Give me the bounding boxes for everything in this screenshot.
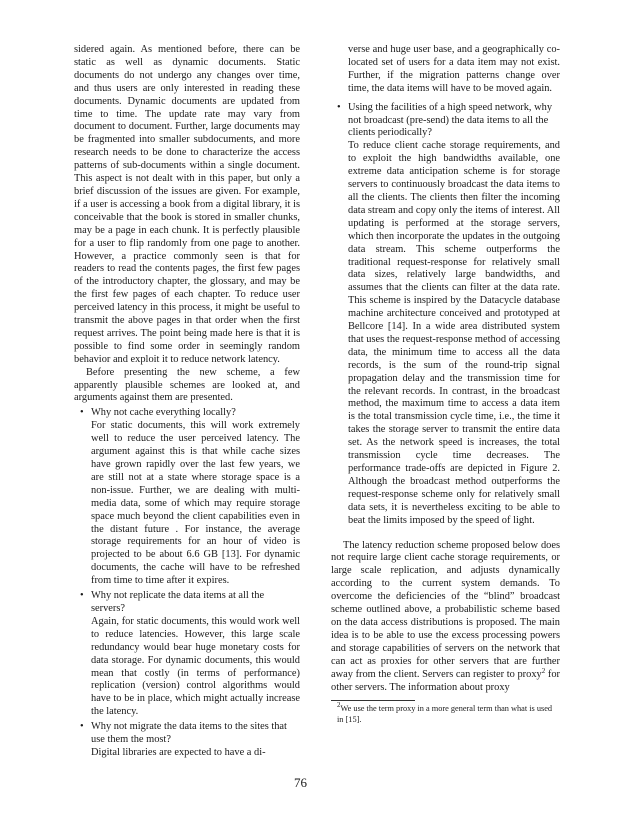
- footnote-text: We use the term proxy in a more general term than what is used in [15].: [337, 704, 553, 724]
- bullet-question: • Using the facilities of a high speed network, why not broadcast (pre-send) the data items to all the clients periodically?: [348, 101, 553, 139]
- bullet-question: • Why not replicate the data items at all the servers?: [91, 590, 265, 614]
- final-paragraph: [331, 540, 560, 695]
- final-paragraph-tail: for other servers. The information about proxy: [331, 668, 560, 693]
- bullet-migrate: [74, 721, 300, 760]
- page-number: 76: [294, 775, 307, 790]
- bullet-replicate: [74, 590, 300, 719]
- footnote-marker: 2: [541, 666, 546, 675]
- bullet-broadcast: [331, 102, 560, 528]
- bullet-answer: To reduce client cache storage requirements, and to exploit the high bandwidths available, one extreme data anticipation scheme is for storage servers to continuously broadcast the data items to all the clients. The clients then filter the incoming data stream and copy only the items of interest. All updating is performed at the storage servers, which then incorporate the updates in the outgoing data stream. This scheme outperforms the traditional request-response for relatively small data sizes, relatively large bandwidths, and assumes that the clients can filter at the data rate. This scheme is inspired by the Datacycle database machine architecture conceived and prototyped at Bellcore [14]. In a wide area distributed system that uses the request-response method of accessing data, the minimum time to access all the data records, is the sum of the round-trip signal propagation delay and the transmission time for the relevant records. In contrast, in the broadcast method, the maximum time to access a data item is the total transmission cycle time, i.e., the time it takes the storage server to transmit the entire data set. As the network speed is increases, the total transmission cycle time decreases. The performance trade-offs are depicted in Figure 2. Although the broadcast method outperforms the request-response scheme only for relatively small data sets, it is nevertheless exciting to be able to beat the limits imposed by the speed of light.: [348, 140, 560, 526]
- broadcast-list: [331, 102, 560, 528]
- continuation-paragraph: verse and huge user base, and a geographically co-located set of users for a data item may not exist. Further, if the migration patterns change over time, the data items will have to be moved again.: [348, 44, 560, 94]
- footnote-number: 2: [337, 701, 341, 710]
- right-column: [331, 44, 560, 725]
- bullet-cache-locally: [74, 407, 300, 588]
- intro-paragraph: sidered again. As mentioned before, there can be static as well as dynamic documents. Static documents do not undergo any changes over time, and thus users are only interested in reading these documents. Dynamic documents are updated from time to time. The update rate may vary from document to document. Further, large documents may be fragmented into smaller subdocuments, and more research needs to be done to characterize the access patterns of sub-documents within a single document. This aspect is not dealt with in this paper, but only a brief discussion of the issues are given. For example, if a user is accessing a book from a digital library, it is conceivable that the book is stored in smaller chunks, may be a page in each chunk. It is perfectly plausible for a user to flip randomly from one page to another. However, a practice commonly seen is that for readers to read the contents pages, the first few pages of the introductory chapter, the glossary, and may be the first few pages of each chapter. To reduce user perceived latency in this process, it might be useful to transmit the above pages in that order when the first request arrives. The point being made here is that it is possible to find some order in seemingly random behavior and exploit it to reduce network latency.: [74, 44, 300, 365]
- bullet-answer: Digital libraries are expected to have a di-: [91, 746, 266, 758]
- bullet-answer: For static documents, this will work extremely well to reduce the user perceived latency. The argument against this is that while cache sizes have grown rapidly over the last few years, we are still not at a state where storage space is a non-issue. Further, we are dealing with multi-media data, some of which may require storage space much beyond the client capabilities even in the distant future . For instance, the average storage requirements for an hour of video is projected to be about 6.6 GB [13]. For dynamic documents, the cache will have to be refreshed from time to time after it expires.: [91, 420, 300, 587]
- final-paragraph-text: The latency reduction scheme proposed below does not require large client cache storage requirements, or large scale replication, and adjusts dynamically according to the current system demands. To overcome the deficiencies of the “blind” broadcast scheme outlined above, a probabilistic scheme based on the data access distributions is proposed. The main idea is to be able to use the excess processing powers and storage capabilities of servers on the network that can act as proxies for other servers that are further away from the client. Servers can register to proxy: [331, 539, 560, 680]
- bullet-question: • Why not migrate the data items to the sites that use them the most?: [91, 721, 287, 746]
- paragraph-gap: [331, 530, 560, 540]
- footnote: [331, 701, 560, 724]
- bullet-answer: Again, for static documents, this would work well to reduce latencies. However, this large scale redundancy would bear huge monetary costs for data storage. For dynamic documents, this would mean that costly (in terms of performance) replication (version) control algorithms would have to be in place, which might actually increase the latency.: [91, 615, 300, 718]
- footnote-rule: [331, 700, 415, 701]
- bullet-question: • Why not cache everything locally?: [91, 407, 236, 419]
- left-column: [74, 44, 300, 762]
- lead-paragraph: Before presenting the new scheme, a few apparently plausible schemes are looked at, and arguments against them are presented.: [74, 366, 300, 404]
- argument-list: [74, 407, 300, 759]
